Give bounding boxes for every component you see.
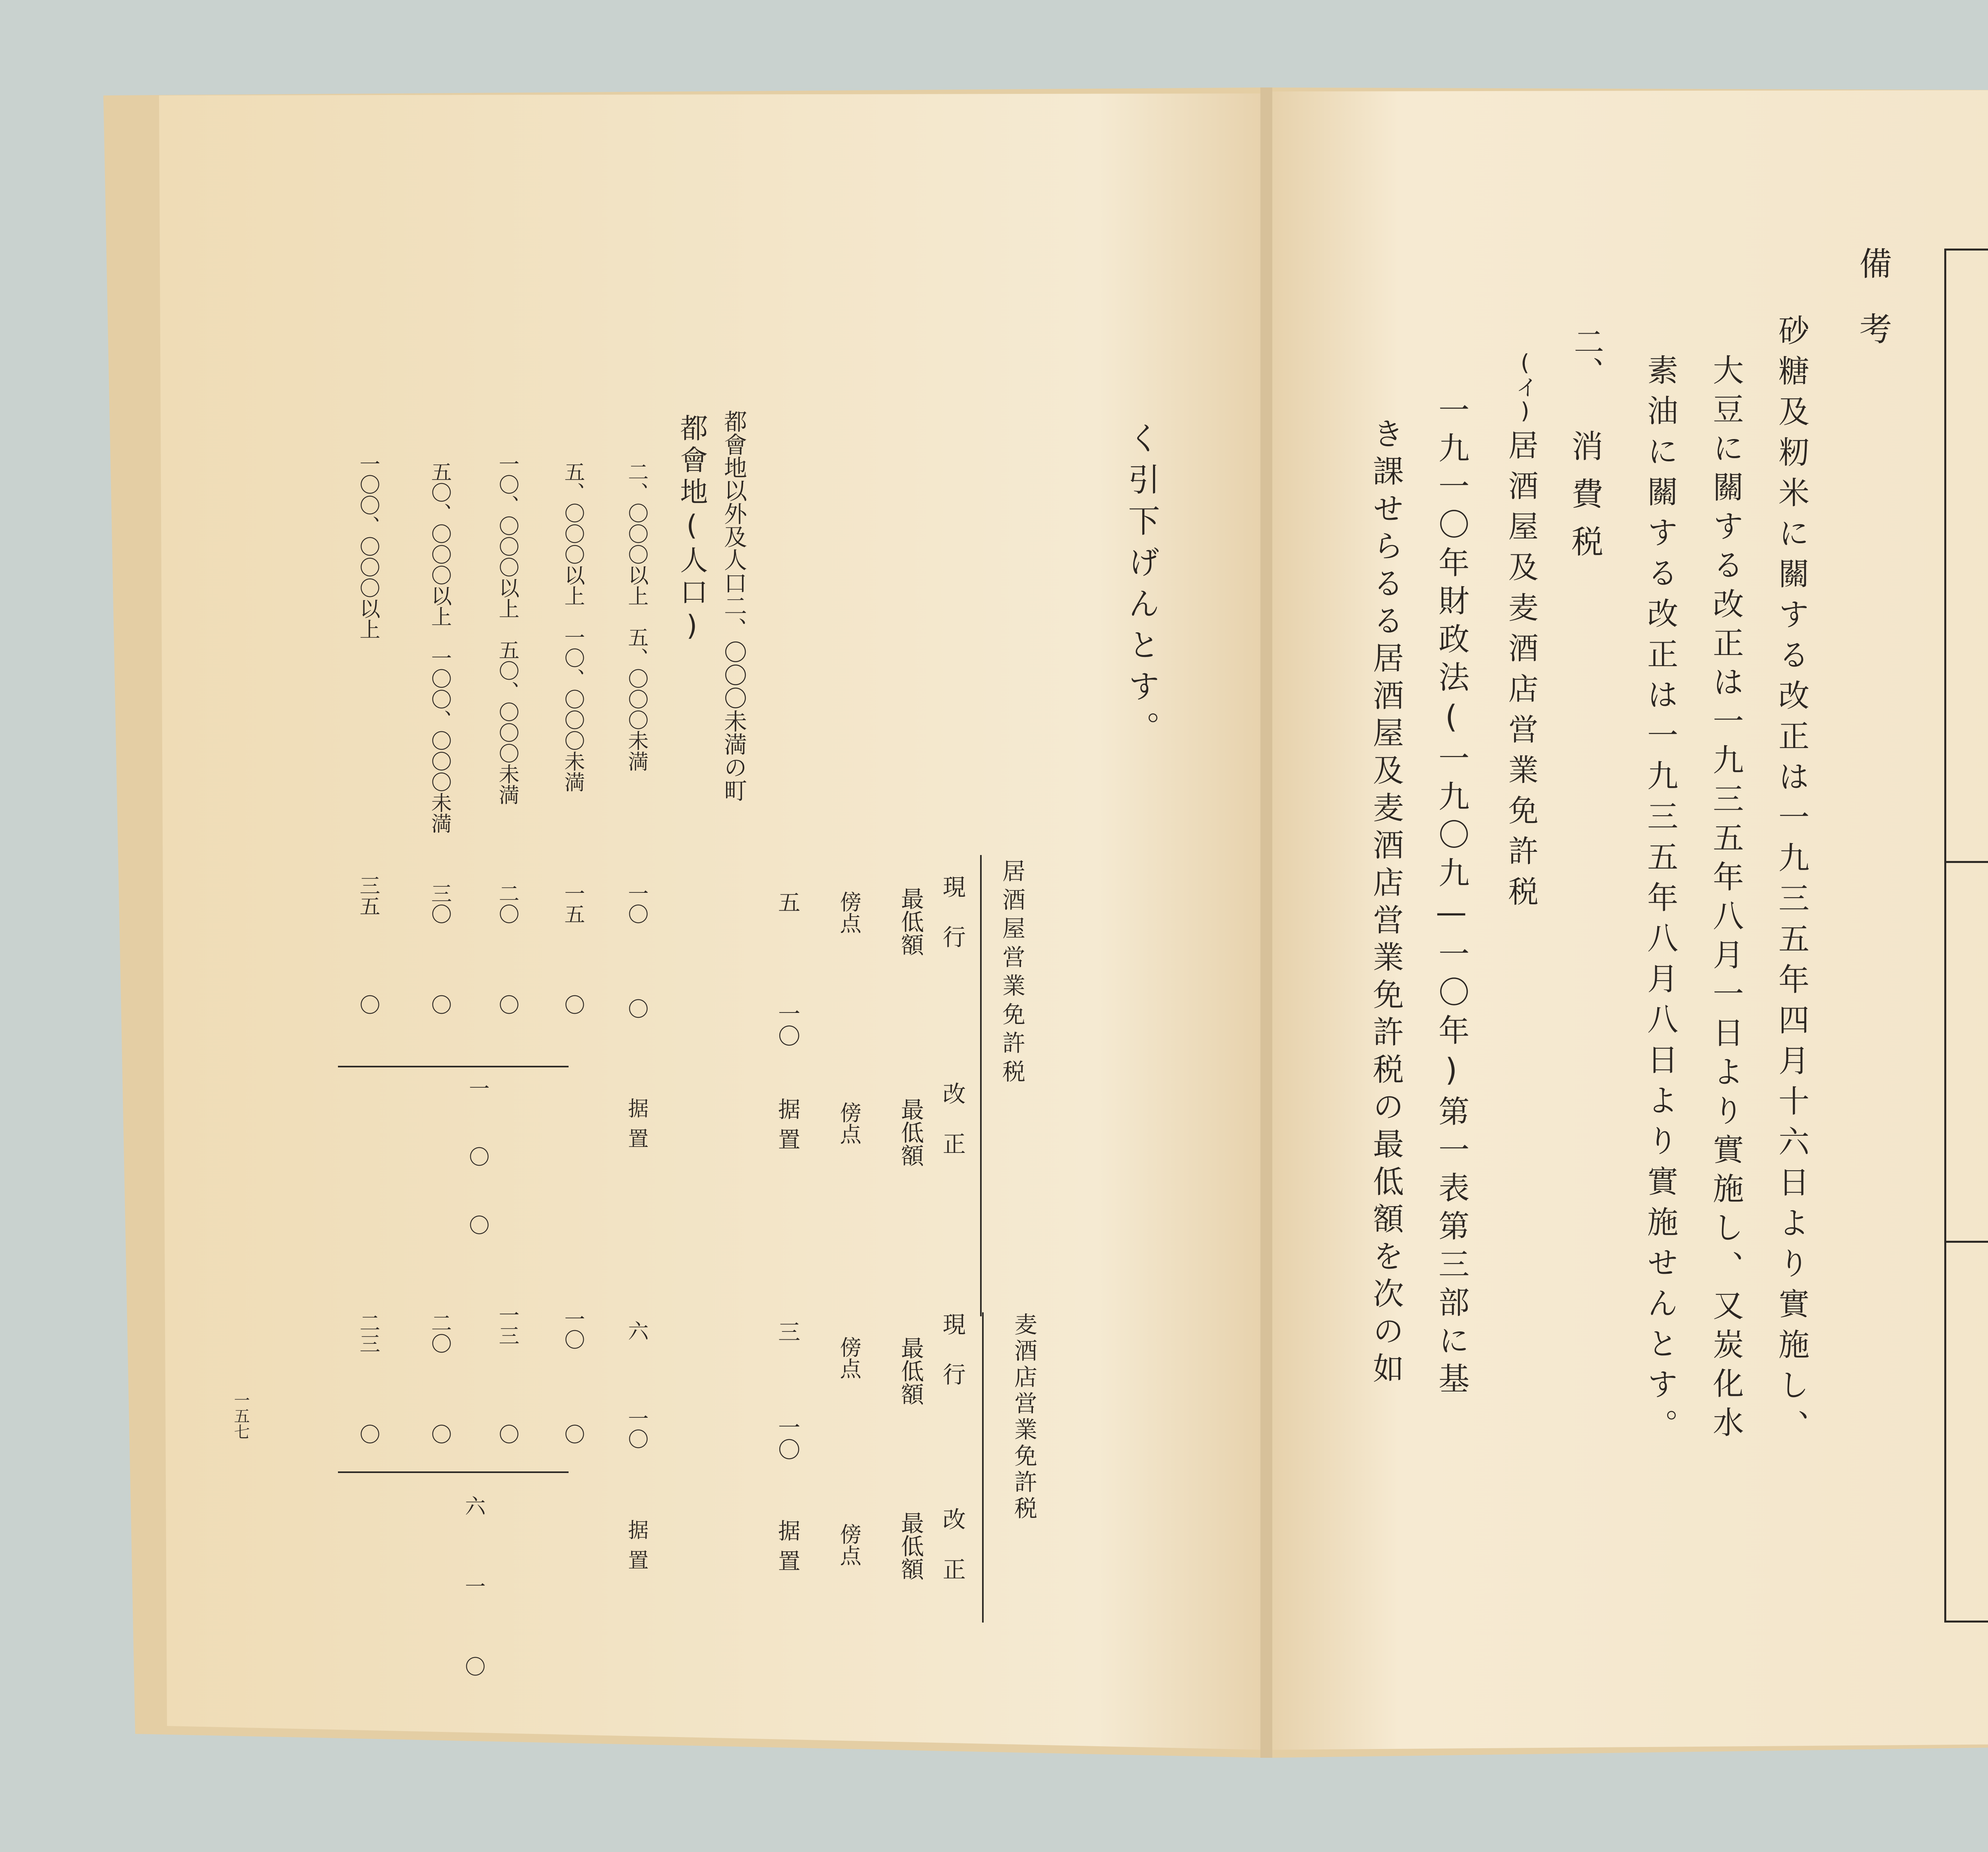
row-4-v3-cell	[421, 1312, 457, 1372]
label-same-1: 傍点	[837, 891, 862, 934]
label-same-4-cell	[833, 1523, 865, 1603]
body-line-2-cell	[1364, 418, 1408, 1627]
bracket-header-b: 麦酒店営業免許税	[1010, 1312, 1037, 1522]
table-item-sub-cell	[1984, 370, 1988, 688]
row-3-v1-cell	[489, 994, 525, 1034]
col5-a: 五	[775, 891, 800, 913]
left-page-number: 一五七	[231, 1392, 250, 1440]
col5-c-cell	[771, 1098, 803, 1177]
body-line-1-cell	[1429, 394, 1473, 1627]
row-4-v4-cell	[421, 1424, 457, 1463]
label-same-3-cell	[833, 1336, 865, 1416]
row-5-v3-cell	[350, 1312, 386, 1372]
row-3-value: 一三	[495, 1304, 519, 1346]
row-1-value: 一〇	[624, 1408, 648, 1449]
row-2-value: 一〇	[561, 1308, 584, 1350]
sub-revised-b-cell	[936, 1507, 968, 1627]
col-note: 都會地以外及人口二、〇〇〇未満の町	[720, 410, 747, 802]
row-1-v5-cell	[618, 1519, 654, 1599]
table-left-rule	[1944, 249, 1946, 1623]
row-4-label-cell	[421, 461, 457, 835]
bracket-b	[982, 1312, 984, 1623]
row-4-value: 〇	[427, 1424, 451, 1444]
text-col-1-cell	[1119, 422, 1163, 752]
row-1-v4-cell	[618, 1408, 654, 1467]
row-5-value: 〇	[356, 1424, 380, 1444]
row-5-v0-cell	[350, 875, 386, 946]
remarks-line-1: 砂糖及籾米に關する改正は一九三五年四月十六日より實施し、	[1773, 314, 1809, 1450]
row-4-value: 三〇	[427, 883, 451, 924]
col5-d: 三	[775, 1320, 800, 1343]
col5-top-cell	[672, 414, 712, 668]
table-row-rule	[1944, 861, 1988, 863]
label-same-2: 傍点	[837, 1102, 862, 1145]
row-2-v1-cell	[555, 994, 590, 1034]
col5-f-cell	[771, 1519, 803, 1599]
sub-minimum-c: 最低額	[897, 1336, 924, 1405]
section-number-cell	[1565, 326, 1608, 406]
remarks-line-2: 大豆に關する改正は一九三五年八月一日より實施し、又炭化水	[1708, 354, 1743, 1445]
row-3-v3-cell	[489, 1304, 525, 1364]
label-same-1-cell	[833, 891, 865, 970]
bracket-shared-b-cell	[457, 1495, 489, 1736]
row-1-label: 二、〇〇〇以上 五、〇〇〇未満	[624, 461, 648, 772]
row-1-v2-cell	[618, 1098, 654, 1177]
row-5-value: 〇	[356, 994, 380, 1015]
col5-e-cell	[771, 1416, 803, 1475]
col5-e: 一〇	[775, 1416, 800, 1460]
remarks-label: 備 考	[1854, 247, 1892, 344]
bracket-shared-a: 一〇〇	[465, 1078, 489, 1283]
col5-c: 据置	[775, 1098, 800, 1158]
col5-d-cell	[771, 1320, 803, 1368]
row-1-v3-cell	[618, 1320, 654, 1360]
row-3-v4-cell	[489, 1424, 525, 1463]
sub-minimum-b-cell	[895, 1098, 926, 1217]
section-title: 消費税	[1566, 429, 1603, 573]
sub-revised-a-cell	[936, 1082, 968, 1201]
text-col-1: く引下げんとす。	[1123, 422, 1160, 752]
col5-b: 一〇	[775, 1002, 800, 1047]
row-2-value: 〇	[561, 1424, 584, 1444]
bracket-header-a: 居酒屋営業免許税	[998, 859, 1025, 1088]
row-2-value: 〇	[561, 994, 584, 1015]
row-4-label: 五〇、〇〇〇以上 一〇〇、〇〇〇未満	[427, 461, 451, 834]
subsection-marker: (イ)	[1512, 350, 1538, 424]
row-5-v1-cell	[350, 994, 386, 1034]
sub-current-b: 現 行	[939, 1312, 966, 1386]
sub-current-b-cell	[936, 1312, 968, 1432]
row-2-value: 一五	[561, 883, 584, 924]
sub-revised-b: 改 正	[939, 1507, 966, 1580]
row-1-value: 据置	[624, 1098, 648, 1158]
col-note-cell	[716, 410, 751, 847]
section-title-cell	[1563, 429, 1606, 597]
table-bottom-rule	[1944, 1621, 1988, 1623]
sub-minimum-a: 最低額	[897, 887, 924, 956]
row-1-label-cell	[618, 461, 654, 819]
sub-revised-a: 改 正	[939, 1082, 966, 1155]
row-4-v0-cell	[421, 883, 457, 954]
brace-b	[338, 1471, 569, 1473]
row-1-v1-cell	[618, 998, 654, 1038]
remarks-label-cell	[1851, 247, 1895, 414]
row-1-value: 据置	[624, 1519, 648, 1580]
body-line-1: 一九一〇年財政法(一九〇九—一〇年)第一表第三部に基	[1433, 394, 1469, 1401]
label-same-4: 傍点	[837, 1523, 862, 1566]
col5-top: 都會地(人口)	[676, 414, 708, 646]
bracket-a	[980, 855, 982, 1316]
sub-current-a-cell	[936, 875, 968, 994]
row-3-v0-cell	[489, 883, 525, 954]
col5-f: 据置	[775, 1519, 800, 1580]
row-4-value: 二〇	[427, 1312, 451, 1354]
row-1-value: 一〇	[624, 883, 648, 924]
row-4-v1-cell	[421, 994, 457, 1034]
left-page-number-cell	[227, 1392, 254, 1471]
row-1-value: 六	[624, 1320, 648, 1341]
remarks-line-3: 素油に關する改正は一九三五年八月八日より實施せんとす。	[1642, 354, 1678, 1449]
row-3-value: 二〇	[495, 883, 519, 924]
bracket-shared-a-cell	[461, 1078, 493, 1283]
row-1-v0-cell	[618, 883, 654, 954]
row-5-v4-cell	[350, 1424, 386, 1463]
subsection-title: 居酒屋及麦酒店営業免許税	[1503, 429, 1539, 916]
label-same-3: 傍点	[837, 1336, 862, 1379]
row-1-value: 〇	[624, 998, 648, 1019]
bracket-shared-b: 六一〇	[461, 1495, 485, 1736]
sub-minimum-d-cell	[895, 1511, 926, 1630]
section-number: 二、	[1569, 326, 1604, 387]
row-2-label-cell	[555, 461, 590, 819]
row-2-v3-cell	[555, 1308, 590, 1368]
row-2-v0-cell	[555, 883, 590, 954]
body-line-2: き課せらるる居酒屋及麦酒店営業免許税の最低額を次の如	[1368, 418, 1404, 1389]
remarks-line-1-cell	[1769, 314, 1813, 1563]
col5-a-cell	[771, 891, 803, 939]
sub-minimum-b: 最低額	[897, 1098, 924, 1167]
remarks-line-3-cell	[1638, 354, 1682, 1563]
row-5-label: 一〇〇、〇〇〇以上	[356, 453, 380, 639]
gutter	[1260, 87, 1272, 1758]
sub-minimum-c-cell	[895, 1336, 926, 1456]
bracket-header-b-cell	[1006, 1312, 1042, 1630]
sub-minimum-a-cell	[895, 887, 926, 1006]
row-5-label-cell	[350, 453, 386, 676]
row-3-value: 〇	[495, 1424, 519, 1444]
row-3-value: 〇	[495, 994, 519, 1015]
table-revised-value-cell	[1984, 1257, 1988, 1575]
table-top-rule	[1944, 249, 1988, 251]
label-same-2-cell	[833, 1102, 865, 1181]
table-mid-rule	[1944, 1241, 1988, 1243]
sub-minimum-d: 最低額	[897, 1511, 924, 1580]
subsection-title-cell	[1499, 429, 1543, 1026]
row-3-label-cell	[489, 453, 525, 827]
row-3-label: 一〇、〇〇〇以上 五〇、〇〇〇未満	[495, 453, 519, 805]
row-2-v4-cell	[555, 1424, 590, 1463]
bracket-header-a-cell	[994, 859, 1030, 1320]
row-2-label: 五、〇〇〇以上 一〇、〇〇〇未満	[561, 461, 584, 792]
sub-current-a: 現 行	[939, 875, 966, 948]
row-5-value: 三五	[356, 875, 380, 916]
row-4-value: 〇	[427, 994, 451, 1015]
col5-b-cell	[771, 1002, 803, 1062]
row-5-value: 二三	[356, 1312, 380, 1354]
brace-a	[338, 1066, 569, 1067]
remarks-line-2-cell	[1704, 354, 1747, 1563]
left-page-paper	[159, 93, 1262, 1750]
subsection-marker-cell	[1507, 350, 1543, 424]
